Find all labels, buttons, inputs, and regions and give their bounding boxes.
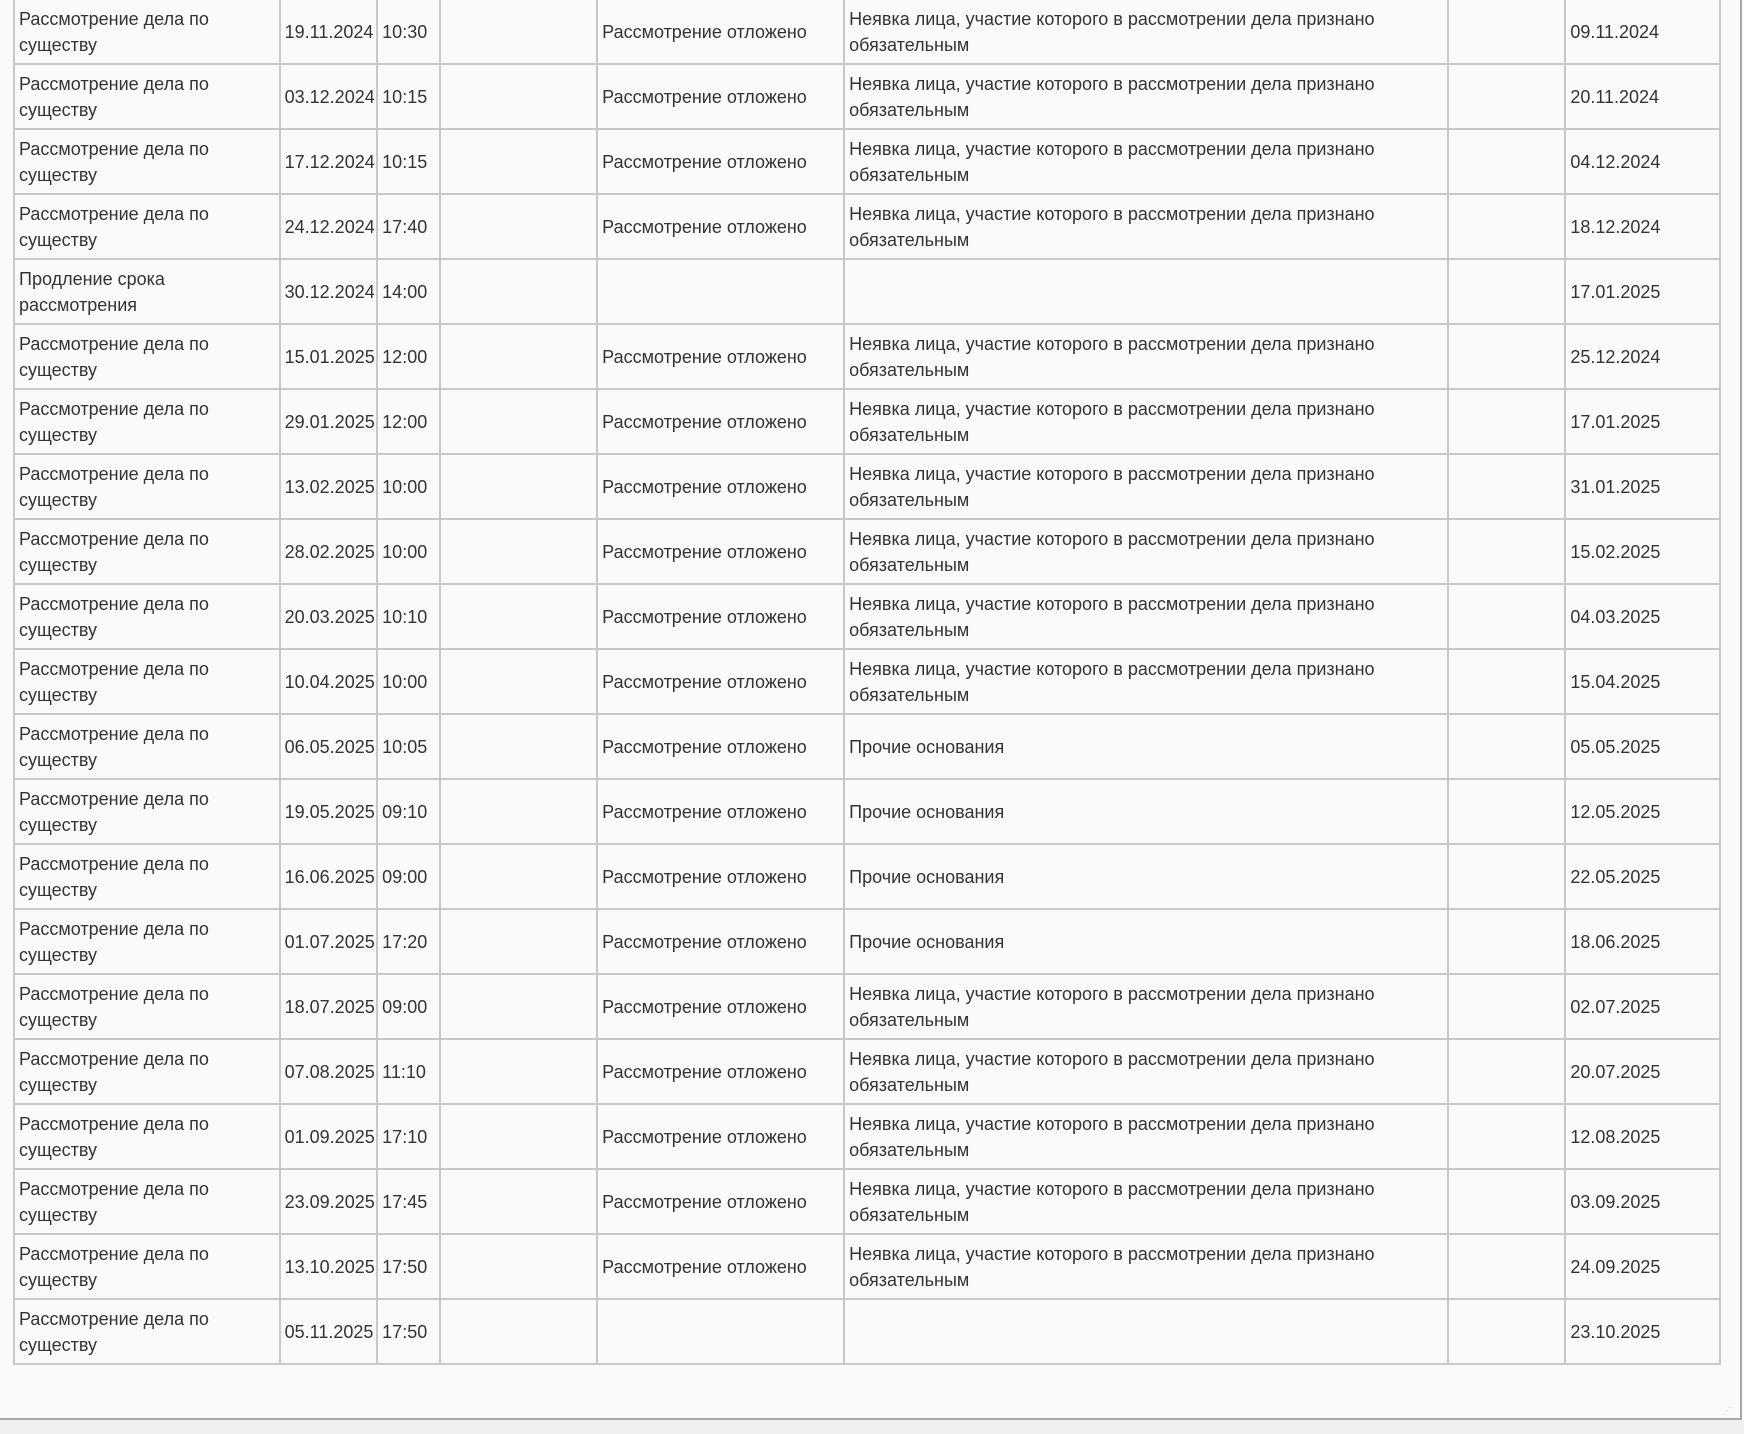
reason-cell: Прочие основания xyxy=(844,779,1448,844)
reason-cell: Неявка лица, участие которого в рассмотрении дела признано обязательным xyxy=(844,129,1448,194)
date-cell: 24.12.2024 xyxy=(280,194,378,259)
result-cell xyxy=(597,1299,844,1364)
event-cell: Рассмотрение дела по существу xyxy=(14,389,280,454)
reason-cell: Неявка лица, участие которого в рассмотрении дела признано обязательным xyxy=(844,194,1448,259)
reason-cell: Неявка лица, участие которого в рассмотрении дела признано обязательным xyxy=(844,0,1448,64)
date-cell: 16.06.2025 xyxy=(280,844,378,909)
table-row xyxy=(14,129,1720,194)
note-cell xyxy=(1448,1234,1565,1299)
hearings-table-body xyxy=(14,0,1720,1364)
time-cell: 17:40 xyxy=(377,194,440,259)
time-cell: 10:05 xyxy=(377,714,440,779)
location-cell xyxy=(440,129,597,194)
time-cell: 09:00 xyxy=(377,844,440,909)
published-cell: 15.02.2025 xyxy=(1565,519,1720,584)
published-cell: 02.07.2025 xyxy=(1565,974,1720,1039)
location-cell xyxy=(440,1234,597,1299)
time-cell: 10:15 xyxy=(377,129,440,194)
reason-cell: Неявка лица, участие которого в рассмотрении дела признано обязательным xyxy=(844,1169,1448,1234)
time-cell: 10:00 xyxy=(377,649,440,714)
published-cell: 18.12.2024 xyxy=(1565,194,1720,259)
note-cell xyxy=(1448,454,1565,519)
published-cell: 12.08.2025 xyxy=(1565,1104,1720,1169)
note-cell xyxy=(1448,714,1565,779)
reason-cell: Неявка лица, участие которого в рассмотрении дела признано обязательным xyxy=(844,584,1448,649)
location-cell xyxy=(440,1299,597,1364)
reason-cell: Неявка лица, участие которого в рассмотрении дела признано обязательным xyxy=(844,454,1448,519)
result-cell: Рассмотрение отложено xyxy=(597,714,844,779)
reason-cell: Неявка лица, участие которого в рассмотрении дела признано обязательным xyxy=(844,389,1448,454)
location-cell xyxy=(440,714,597,779)
note-cell xyxy=(1448,324,1565,389)
published-cell: 03.09.2025 xyxy=(1565,1169,1720,1234)
time-cell: 10:00 xyxy=(377,454,440,519)
event-cell: Рассмотрение дела по существу xyxy=(14,974,280,1039)
event-cell: Продление срока рассмотрения xyxy=(14,259,280,324)
time-cell: 10:15 xyxy=(377,64,440,129)
published-cell: 23.10.2025 xyxy=(1565,1299,1720,1364)
date-cell: 13.02.2025 xyxy=(280,454,378,519)
table-row xyxy=(14,844,1720,909)
time-cell: 14:00 xyxy=(377,259,440,324)
time-cell: 10:30 xyxy=(377,0,440,64)
table-row xyxy=(14,1104,1720,1169)
date-cell: 28.02.2025 xyxy=(280,519,378,584)
result-cell: Рассмотрение отложено xyxy=(597,1234,844,1299)
note-cell xyxy=(1448,194,1565,259)
table-row xyxy=(14,194,1720,259)
date-cell: 01.09.2025 xyxy=(280,1104,378,1169)
published-cell: 22.05.2025 xyxy=(1565,844,1720,909)
reason-cell: Прочие основания xyxy=(844,844,1448,909)
time-cell: 09:10 xyxy=(377,779,440,844)
date-cell: 20.03.2025 xyxy=(280,584,378,649)
table-row xyxy=(14,0,1720,64)
note-cell xyxy=(1448,1169,1565,1234)
location-cell xyxy=(440,519,597,584)
reason-cell: Прочие основания xyxy=(844,909,1448,974)
location-cell xyxy=(440,1104,597,1169)
published-cell: 15.04.2025 xyxy=(1565,649,1720,714)
date-cell: 01.07.2025 xyxy=(280,909,378,974)
location-cell xyxy=(440,1039,597,1104)
result-cell: Рассмотрение отложено xyxy=(597,0,844,64)
result-cell: Рассмотрение отложено xyxy=(597,389,844,454)
note-cell xyxy=(1448,909,1565,974)
note-cell xyxy=(1448,64,1565,129)
location-cell xyxy=(440,194,597,259)
table-row xyxy=(14,1234,1720,1299)
event-cell: Рассмотрение дела по существу xyxy=(14,324,280,389)
time-cell: 12:00 xyxy=(377,324,440,389)
result-cell: Рассмотрение отложено xyxy=(597,909,844,974)
date-cell: 18.07.2025 xyxy=(280,974,378,1039)
published-cell: 17.01.2025 xyxy=(1565,259,1720,324)
reason-cell: Неявка лица, участие которого в рассмотрении дела признано обязательным xyxy=(844,64,1448,129)
event-cell: Рассмотрение дела по существу xyxy=(14,454,280,519)
reason-cell: Неявка лица, участие которого в рассмотрении дела признано обязательным xyxy=(844,1039,1448,1104)
note-cell xyxy=(1448,259,1565,324)
event-cell: Рассмотрение дела по существу xyxy=(14,1169,280,1234)
event-cell: Рассмотрение дела по существу xyxy=(14,649,280,714)
note-cell xyxy=(1448,1104,1565,1169)
time-cell: 17:20 xyxy=(377,909,440,974)
note-cell xyxy=(1448,389,1565,454)
result-cell: Рассмотрение отложено xyxy=(597,844,844,909)
result-cell: Рассмотрение отложено xyxy=(597,194,844,259)
published-cell: 04.03.2025 xyxy=(1565,584,1720,649)
note-cell xyxy=(1448,129,1565,194)
location-cell xyxy=(440,974,597,1039)
table-row xyxy=(14,649,1720,714)
location-cell xyxy=(440,324,597,389)
result-cell: Рассмотрение отложено xyxy=(597,129,844,194)
reason-cell: Неявка лица, участие которого в рассмотрении дела признано обязательным xyxy=(844,519,1448,584)
result-cell: Рассмотрение отложено xyxy=(597,324,844,389)
date-cell: 13.10.2025 xyxy=(280,1234,378,1299)
table-row xyxy=(14,584,1720,649)
date-cell: 15.01.2025 xyxy=(280,324,378,389)
time-cell: 17:10 xyxy=(377,1104,440,1169)
result-cell: Рассмотрение отложено xyxy=(597,779,844,844)
event-cell: Рассмотрение дела по существу xyxy=(14,844,280,909)
published-cell: 20.07.2025 xyxy=(1565,1039,1720,1104)
reason-cell: Неявка лица, участие которого в рассмотрении дела признано обязательным xyxy=(844,649,1448,714)
date-cell: 03.12.2024 xyxy=(280,64,378,129)
table-row xyxy=(14,259,1720,324)
event-cell: Рассмотрение дела по существу xyxy=(14,1299,280,1364)
event-cell: Рассмотрение дела по существу xyxy=(14,1234,280,1299)
result-cell: Рассмотрение отложено xyxy=(597,1104,844,1169)
reason-cell xyxy=(844,259,1448,324)
result-cell: Рассмотрение отложено xyxy=(597,64,844,129)
event-cell: Рассмотрение дела по существу xyxy=(14,714,280,779)
time-cell: 11:10 xyxy=(377,1039,440,1104)
event-cell: Рассмотрение дела по существу xyxy=(14,129,280,194)
reason-cell: Прочие основания xyxy=(844,714,1448,779)
reason-cell: Неявка лица, участие которого в рассмотрении дела признано обязательным xyxy=(844,1104,1448,1169)
date-cell: 10.04.2025 xyxy=(280,649,378,714)
table-row xyxy=(14,1039,1720,1104)
reason-cell xyxy=(844,1299,1448,1364)
time-cell: 10:00 xyxy=(377,519,440,584)
time-cell: 12:00 xyxy=(377,389,440,454)
date-cell: 07.08.2025 xyxy=(280,1039,378,1104)
table-row xyxy=(14,454,1720,519)
hearings-table xyxy=(13,0,1721,1365)
event-cell: Рассмотрение дела по существу xyxy=(14,0,280,64)
published-cell: 05.05.2025 xyxy=(1565,714,1720,779)
event-cell: Рассмотрение дела по существу xyxy=(14,194,280,259)
time-cell: 17:50 xyxy=(377,1234,440,1299)
date-cell: 05.11.2025 xyxy=(280,1299,378,1364)
note-cell xyxy=(1448,519,1565,584)
result-cell: Рассмотрение отложено xyxy=(597,584,844,649)
note-cell xyxy=(1448,1299,1565,1364)
event-cell: Рассмотрение дела по существу xyxy=(14,584,280,649)
table-row xyxy=(14,779,1720,844)
note-cell xyxy=(1448,779,1565,844)
date-cell: 29.01.2025 xyxy=(280,389,378,454)
location-cell xyxy=(440,454,597,519)
reason-cell: Неявка лица, участие которого в рассмотрении дела признано обязательным xyxy=(844,324,1448,389)
location-cell xyxy=(440,1169,597,1234)
published-cell: 09.11.2024 xyxy=(1565,0,1720,64)
event-cell: Рассмотрение дела по существу xyxy=(14,1104,280,1169)
published-cell: 25.12.2024 xyxy=(1565,324,1720,389)
location-cell xyxy=(440,0,597,64)
table-row xyxy=(14,909,1720,974)
table-row xyxy=(14,519,1720,584)
note-cell xyxy=(1448,584,1565,649)
date-cell: 30.12.2024 xyxy=(280,259,378,324)
bottom-scroll-area xyxy=(0,1420,1744,1434)
location-cell xyxy=(440,389,597,454)
event-cell: Рассмотрение дела по существу xyxy=(14,519,280,584)
resize-grip-icon[interactable]: ⋰ xyxy=(1722,1406,1732,1417)
reason-cell: Неявка лица, участие которого в рассмотрении дела признано обязательным xyxy=(844,974,1448,1039)
result-cell: Рассмотрение отложено xyxy=(597,519,844,584)
date-cell: 19.11.2024 xyxy=(280,0,378,64)
note-cell xyxy=(1448,844,1565,909)
table-row xyxy=(14,324,1720,389)
published-cell: 18.06.2025 xyxy=(1565,909,1720,974)
table-row xyxy=(14,1299,1720,1364)
note-cell xyxy=(1448,1039,1565,1104)
event-cell: Рассмотрение дела по существу xyxy=(14,909,280,974)
location-cell xyxy=(440,649,597,714)
table-row xyxy=(14,974,1720,1039)
result-cell: Рассмотрение отложено xyxy=(597,1169,844,1234)
location-cell xyxy=(440,259,597,324)
location-cell xyxy=(440,844,597,909)
event-cell: Рассмотрение дела по существу xyxy=(14,64,280,129)
location-cell xyxy=(440,64,597,129)
note-cell xyxy=(1448,0,1565,64)
date-cell: 19.05.2025 xyxy=(280,779,378,844)
event-cell: Рассмотрение дела по существу xyxy=(14,1039,280,1104)
table-row xyxy=(14,714,1720,779)
date-cell: 17.12.2024 xyxy=(280,129,378,194)
table-row xyxy=(14,64,1720,129)
event-cell: Рассмотрение дела по существу xyxy=(14,779,280,844)
time-cell: 10:10 xyxy=(377,584,440,649)
note-cell xyxy=(1448,649,1565,714)
location-cell xyxy=(440,909,597,974)
time-cell: 09:00 xyxy=(377,974,440,1039)
time-cell: 17:50 xyxy=(377,1299,440,1364)
reason-cell: Неявка лица, участие которого в рассмотрении дела признано обязательным xyxy=(844,1234,1448,1299)
published-cell: 31.01.2025 xyxy=(1565,454,1720,519)
time-cell: 17:45 xyxy=(377,1169,440,1234)
table-row xyxy=(14,1169,1720,1234)
location-cell xyxy=(440,779,597,844)
published-cell: 17.01.2025 xyxy=(1565,389,1720,454)
date-cell: 23.09.2025 xyxy=(280,1169,378,1234)
date-cell: 06.05.2025 xyxy=(280,714,378,779)
result-cell: Рассмотрение отложено xyxy=(597,974,844,1039)
published-cell: 24.09.2025 xyxy=(1565,1234,1720,1299)
published-cell: 04.12.2024 xyxy=(1565,129,1720,194)
note-cell xyxy=(1448,974,1565,1039)
published-cell: 20.11.2024 xyxy=(1565,64,1720,129)
published-cell: 12.05.2025 xyxy=(1565,779,1720,844)
table-row xyxy=(14,389,1720,454)
result-cell: Рассмотрение отложено xyxy=(597,454,844,519)
result-cell: Рассмотрение отложено xyxy=(597,1039,844,1104)
result-cell xyxy=(597,259,844,324)
result-cell: Рассмотрение отложено xyxy=(597,649,844,714)
location-cell xyxy=(440,584,597,649)
